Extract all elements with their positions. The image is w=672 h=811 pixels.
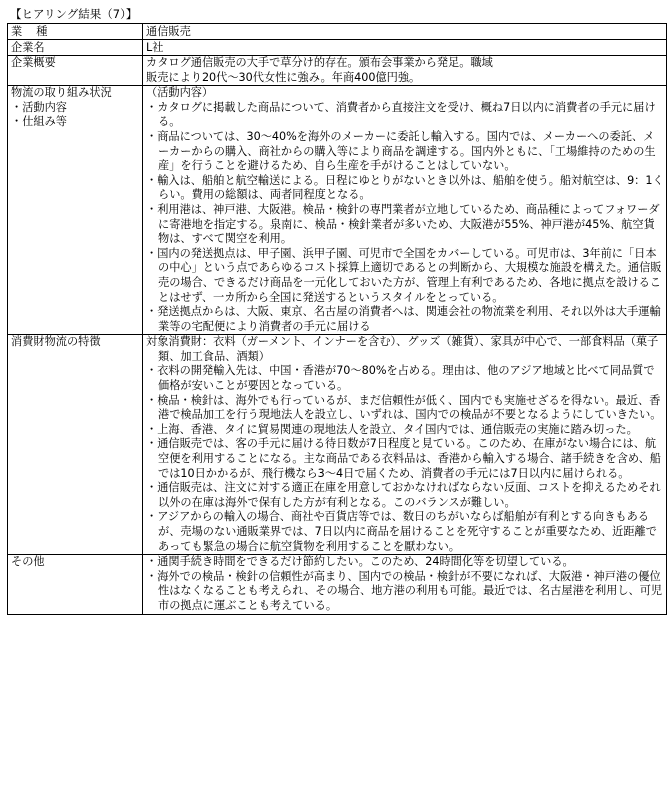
consumer-goods-label: 消費財物流の特徴 bbox=[8, 335, 143, 555]
industry-label-b: 種 bbox=[36, 25, 48, 38]
industry-label-a: 業 bbox=[11, 25, 23, 38]
overview-row bbox=[8, 56, 667, 86]
document-title: 【ヒアリング結果（7）】 bbox=[10, 7, 138, 21]
logistics-bullet: ・国内の発送拠点は、甲子園、浜甲子園、可児市で全国をカバーしている。可児市は、3年前に「日本の中心」という点であらゆるコスト採算上適切であるとの判断から、大規模な施設を構えた。通信販売の場合、できるだけ商品を一元化しておいた方が、管理上有利であるため、各地に拠点を設けることはせず、一カ所から全国に発送するというスタイルをとっている。 bbox=[146, 246, 662, 304]
consumer-goods-bullet: ・通信販売は、注文に対する適正在庫を用意しておかなければならない反面、コストを抑えるためそれ以外の在庫は海外で保有した方が有利となる。このバランスが難しい。 bbox=[146, 481, 661, 509]
logistics-row bbox=[8, 86, 667, 335]
other-bullet: ・海外での検品・検針の信頼性が高まり、国内での検品・検針が不要になれば、大阪港・神戸港の優位性はなくなることも考えられ、その場合、地方港の利用も可能。最近では、名古屋港を利用し、可児市の拠点に運ぶことも考えている。 bbox=[146, 569, 663, 612]
other-row bbox=[8, 555, 667, 614]
company-label: 企業名 bbox=[8, 40, 143, 56]
industry-row bbox=[8, 24, 667, 40]
consumer-goods-bullet: 対象消費財：衣料（ガーメント、インナーを含む）、グッズ（雑貨）、家具が中心で、一部食料品（菓子類、加工食品、酒類） bbox=[146, 335, 659, 363]
logistics-label-line: 物流の取り組み状況 bbox=[11, 86, 112, 100]
industry-value: 通信販売 bbox=[143, 24, 667, 40]
logistics-bullet: ・輸入は、船舶と航空輸送による。日程にゆとりがないとき以外は、船舶を使う。船対航空は、9：1くらい。費用の総額は、両者同程度となる。 bbox=[146, 173, 664, 202]
overview-label: 企業概要 bbox=[8, 56, 143, 86]
overview-cell bbox=[143, 56, 667, 86]
other-bullet: ・通関手続き時間をできるだけ節約したい。このため、24時間化等を切望している。 bbox=[146, 555, 574, 569]
overview-line: カタログ通信販売の大手で草分け的存在。頒布会事業から発足。職域 bbox=[146, 56, 493, 69]
other-label: その他 bbox=[8, 555, 143, 614]
company-row bbox=[8, 40, 667, 56]
consumer-goods-cell bbox=[143, 335, 667, 555]
consumer-goods-bullet: ・通信販売では、客の手元に届ける待日数が7日程度と見ている。このため、在庫がない場合には、航空便を利用することになる。主な商品である衣料品は、香港から輸入する場合、諸手続きを含め、船では10日かかるが、飛行機なら3～4日で届くため、消費者の手元には7日以内に届けられる。 bbox=[146, 437, 661, 480]
logistics-label bbox=[8, 86, 143, 335]
logistics-bullet: ・利用港は、神戸港、大阪港。検品・検針の専門業者が立地しているため、商品種によってフォワーダに寄港地を指定する。泉南に、検品・検針業者が多いため、大阪港が55%、神戸港が45%、航空貨物は、すべて関空を利用。 bbox=[146, 202, 660, 246]
consumer-goods-bullet: ・アジアからの輸入の場合、商社や百貨店等では、数日のちがいならば船舶が有利とする向きもあるが、売場のない通販業界では、7日以内に商品を届けることを死守することが重要なため、近距離であっても緊急の場合に航空貨物を利用することを厭わない。 bbox=[146, 510, 657, 553]
logistics-bullet: ・発送拠点からは、大阪、東京、名古屋の消費者へは、関連会社の物流業を利用、それ以外は大手運輸業等の宅配便により消費者の手元に届ける bbox=[146, 305, 661, 333]
hearing-results-table bbox=[7, 23, 667, 615]
logistics-intro: （活動内容） bbox=[146, 86, 214, 100]
consumer-goods-row bbox=[8, 335, 667, 555]
logistics-bullet: ・商品については、30～40%を海外のメーカーに委託し輸入する。国内では、メーカーへの委託、メーカーからの購入、商社からの購入等により商品を調達する。国内外ともに、「工場維持のための生産」を行うことを避けるため、自ら生産を手がけることはしていない。 bbox=[146, 129, 656, 173]
other-cell bbox=[143, 555, 667, 614]
logistics-cell bbox=[143, 86, 667, 335]
consumer-goods-bullet: ・衣料の開発輸入先は、中国・香港が70～80%を占める。理由は、他のアジア地域と比べて同品質で価格が安いことが要因となっている。 bbox=[146, 364, 655, 393]
logistics-bullet: ・カタログに掲載した商品について、消費者から直接注文を受け、概ね7日以内に消費者の手元に届ける。 bbox=[146, 100, 656, 129]
industry-label bbox=[8, 24, 143, 40]
company-value: L社 bbox=[143, 40, 667, 56]
logistics-label-line: ・活動内容 bbox=[11, 100, 67, 114]
consumer-goods-bullet: ・上海、香港、タイに貿易関連の現地法人を設立、タイ国内では、通信販売の実施に踏み切った。 bbox=[146, 422, 638, 436]
overview-line: 販売により20代～30代女性に強み。年商400億円強。 bbox=[146, 70, 421, 84]
logistics-label-line: ・仕組み等 bbox=[11, 115, 67, 129]
consumer-goods-bullet: ・検品・検針は、海外でも行っているが、まだ信頼性が低く、国内でも実施せざるを得ない。最近、香港で検品加工を行う現地法人を設立し、いずれは、国内での検品が不要となるようにしていきたい。 bbox=[146, 393, 662, 422]
